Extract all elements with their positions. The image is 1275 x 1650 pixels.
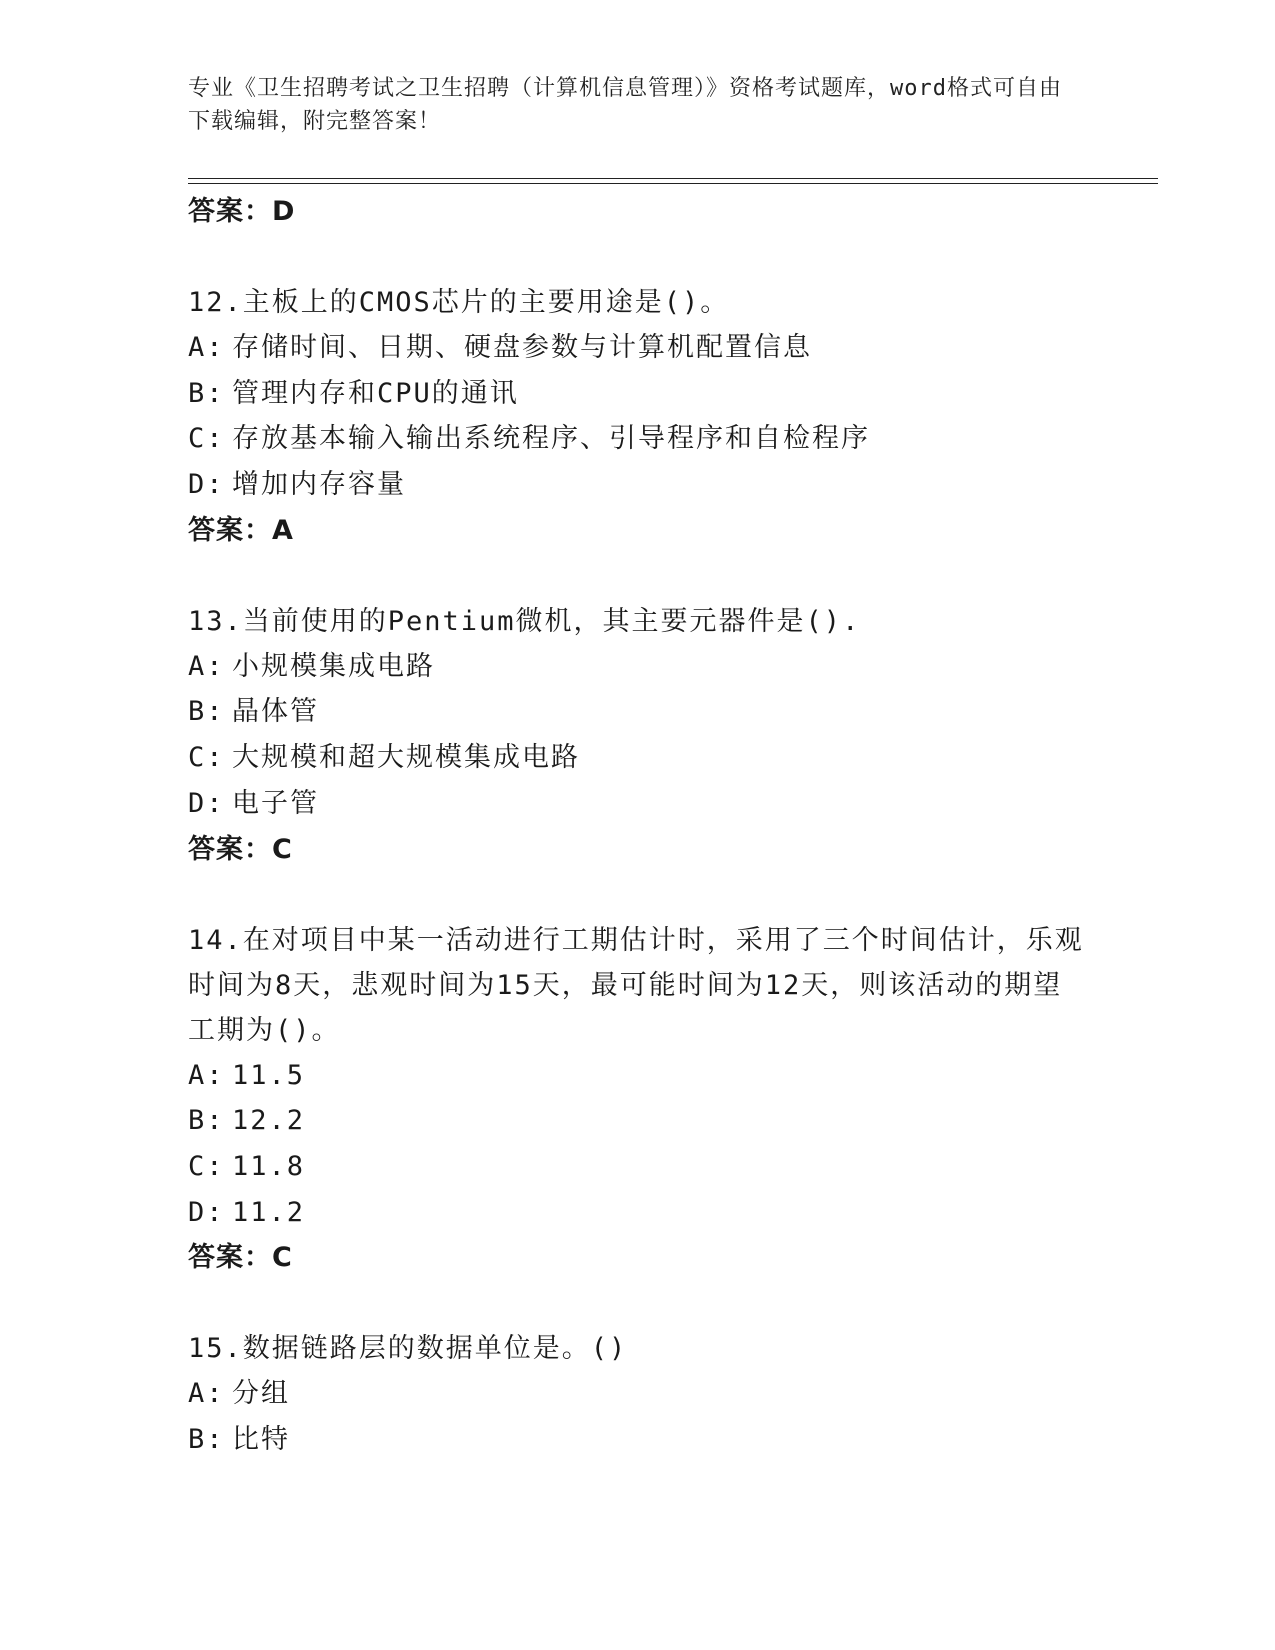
question-text: 14.在对项目中某一活动进行工期估计时，采用了三个时间估计，乐观时间为8天，悲观时间为15天，最可能时间为12天，则该活动的期望工期为()。	[188, 924, 1084, 1046]
option-a	[188, 325, 1088, 371]
option-a	[188, 1371, 1088, 1417]
option-text: 比特	[232, 1423, 290, 1455]
option-letter: A:	[188, 650, 225, 682]
option-text: 大规模和超大规模集成电路	[232, 742, 580, 774]
answer-line: 答案：D	[188, 196, 296, 227]
option-letter: C:	[188, 423, 225, 455]
option-b	[188, 371, 1088, 417]
option-c	[188, 1144, 1088, 1190]
question-text: 12.主板上的CMOS芯片的主要用途是()。	[188, 287, 730, 318]
question-list	[188, 189, 1088, 1463]
question-block	[188, 918, 1088, 1281]
option-c	[188, 416, 1088, 462]
option-letter: B:	[188, 377, 225, 409]
answer-line: 答案：A	[188, 514, 294, 546]
document-header: 专业《卫生招聘考试之卫生招聘（计算机信息管理）》资格考试题库，word格式可自由下载编辑，附完整答案！	[188, 76, 1062, 134]
option-letter: B:	[188, 1105, 225, 1137]
option-letter: D:	[188, 469, 225, 501]
option-b	[188, 1417, 1088, 1463]
question-block	[188, 599, 1088, 872]
option-d	[188, 781, 1088, 827]
option-a	[188, 644, 1088, 690]
option-text: 分组	[232, 1378, 290, 1410]
option-letter: B:	[188, 696, 225, 728]
option-d	[188, 462, 1088, 508]
question-text: 15.数据链路层的数据单位是。()	[188, 1333, 628, 1365]
option-text: 11.5	[232, 1059, 306, 1091]
option-letter: D:	[188, 787, 225, 819]
option-text: 管理内存和CPU的通讯	[232, 377, 519, 409]
option-text: 11.2	[232, 1196, 306, 1228]
option-d	[188, 1190, 1088, 1236]
header-rule-bottom	[188, 183, 1158, 184]
option-letter: A:	[188, 1378, 225, 1410]
answer-line: 答案：C	[188, 1242, 293, 1274]
header-rule-top	[188, 178, 1158, 179]
option-text: 电子管	[232, 787, 319, 819]
option-c	[188, 735, 1088, 781]
option-letter: A:	[188, 332, 225, 363]
option-b	[188, 689, 1088, 735]
answer-line: 答案：C	[188, 833, 293, 865]
option-letter: B:	[188, 1423, 225, 1455]
option-text: 12.2	[232, 1105, 306, 1137]
option-letter: D:	[188, 1196, 225, 1228]
question-block	[188, 280, 1088, 553]
option-letter: C:	[188, 742, 225, 774]
option-a	[188, 1053, 1088, 1099]
question-block	[188, 1326, 1088, 1462]
option-text: 11.8	[232, 1150, 306, 1182]
option-text: 存放基本输入输出系统程序、引导程序和自检程序	[232, 423, 870, 455]
option-text: 增加内存容量	[232, 469, 406, 501]
option-text: 小规模集成电路	[232, 650, 435, 682]
option-letter: C:	[188, 1150, 225, 1182]
question-text: 13.当前使用的Pentium微机，其主要元器件是().	[188, 605, 861, 637]
option-b	[188, 1098, 1088, 1144]
option-text: 晶体管	[232, 696, 319, 728]
option-text: 存储时间、日期、硬盘参数与计算机配置信息	[232, 332, 812, 363]
option-letter: A:	[188, 1059, 225, 1091]
